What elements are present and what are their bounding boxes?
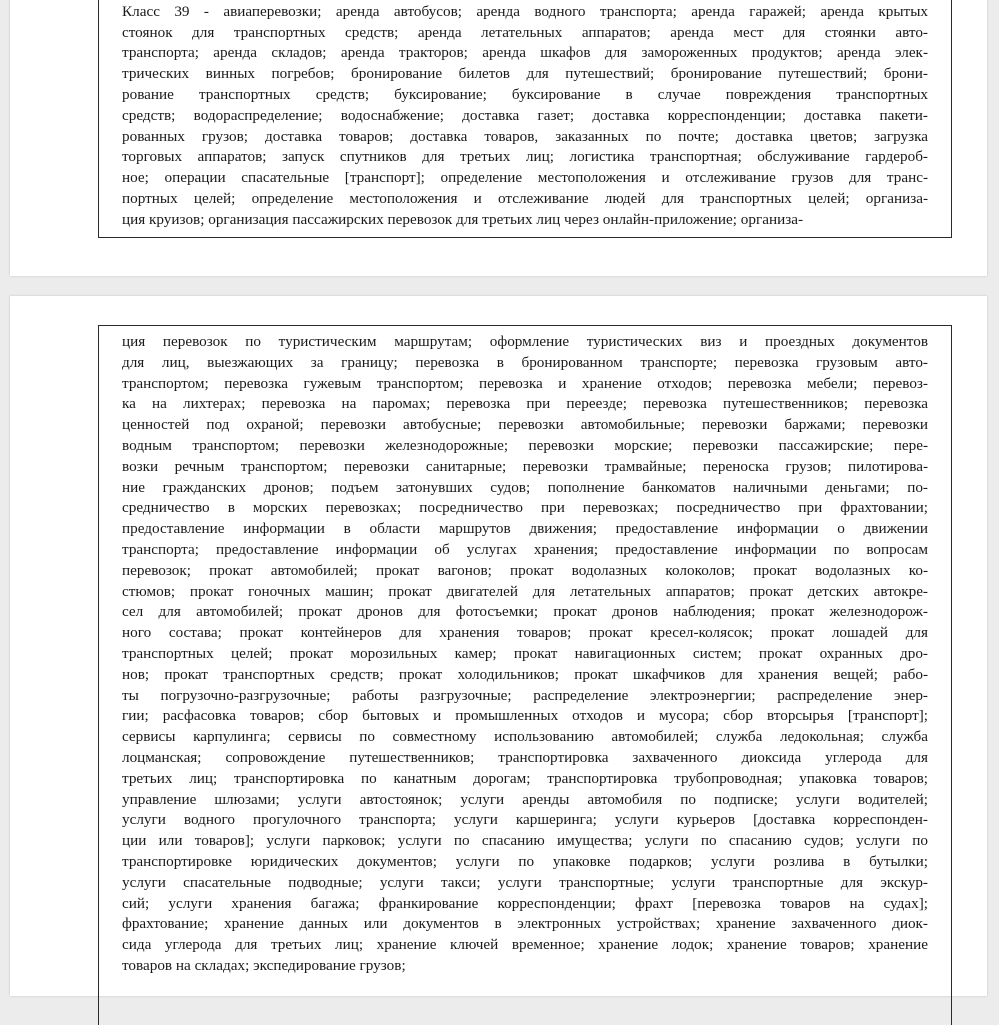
text-line: управление шлюзами; услуги автостоянок; услуги аренды автомобиля по подписке; услуги водителей; <box>122 790 928 808</box>
text-line: средств; водораспределение; водоснабжение; доставка газет; доставка корреспонденции; доставка пакети- <box>122 106 928 124</box>
text-line: третьих лиц; транспортировка по канатным дорогам; транспортировка трубопроводная; упаковка товаров; <box>122 769 928 787</box>
text-line: трических винных погребов; бронирование билетов для путешествий; бронирование путешествий; брони- <box>122 65 928 83</box>
text-line: ценностей под охраной; перевозки автобусные; перевозки автомобильные; перевозки баржами; перевозки <box>122 416 928 434</box>
text-line: возки речным транспортом; перевозки санитарные; перевозки трамвайные; переноска грузов; пилотирова- <box>122 457 928 475</box>
text-line: рование транспортных средств; буксирование; буксирование в случае повреждения транспортных <box>122 85 928 103</box>
text-line: транспорта; предоставление информации об услугах хранения; предоставление информации по вопросам <box>122 540 928 558</box>
text-line: фрахтование; хранение данных или документов в электронных устройствах; хранение захваченного диок- <box>122 915 928 933</box>
text-line: услуги водного прогулочного транспорта; услуги каршеринга; услуги курьеров [доставка корреспонден- <box>122 811 928 829</box>
document-page-bottom <box>10 296 987 996</box>
text-line: гии; расфасовка товаров; сбор бытовых и промышленных отходов и мусора; сбор вторсырья [транспорт]; <box>122 707 928 725</box>
text-line: ного состава; прокат контейнеров для хранения товаров; прокат кресел-колясок; прокат лошадей для <box>122 624 928 642</box>
text-frame-bottom <box>98 325 952 1025</box>
text-line: транспортом; перевозка гужевым транспортом; перевозка и хранение отходов; перевозка мебели; перевоз- <box>122 374 928 392</box>
text-line: ние гражданских дронов; подъем затонувших судов; пополнение банкоматов наличными деньгами; по- <box>122 478 928 496</box>
text-line: сел для автомобилей; прокат дронов для фотосъемки; прокат дронов наблюдения; прокат железнодорож- <box>122 603 928 621</box>
text-line: услуги спасательные подводные; услуги такси; услуги транспортные; услуги транспортные для экскур- <box>122 873 928 891</box>
text-block-bottom <box>122 332 928 977</box>
text-line: транспортировке юридических документов; услуги по упаковке подарков; услуги розлива в бутылки; <box>122 852 928 870</box>
text-line: перевозок; прокат автомобилей; прокат вагонов; прокат водолазных колоколов; прокат водолазных ко- <box>122 561 928 579</box>
text-line: транспортных целей; прокат морозильных камер; прокат навигационных систем; прокат охранных дро- <box>122 644 928 662</box>
text-line: предоставление информации в области маршрутов движения; предоставление информации о движении <box>122 520 928 538</box>
text-line: ции или товаров]; услуги парковок; услуги по спасанию имущества; услуги по спасанию судов; услуги по <box>122 832 928 850</box>
text-line: ция перевозок по туристическим маршрутам; оформление туристических виз и проездных документов <box>122 333 928 350</box>
text-line: стюмов; прокат гоночных машин; прокат двигателей для летательных аппаратов; прокат детских автокре- <box>122 582 928 600</box>
text-line: стоянок для транспортных средств; аренда летательных аппаратов; аренда мест для стоянки авто- <box>122 23 928 41</box>
text-frame-top <box>98 0 952 238</box>
text-line: для лиц, выезжающих за границу; перевозка в бронированном транспорте; перевозка грузовым авто- <box>122 353 928 371</box>
text-line: рованных грузов; доставка товаров; доставка товаров, заказанных по почте; доставка цветов; загрузка <box>122 127 928 145</box>
text-block-top <box>122 0 928 231</box>
text-line: сида углерода для третьих лиц; хранение ключей временное; хранение лодок; хранение товаров; хранение <box>122 936 928 954</box>
text-line: товаров на складах; экспедирование грузов; <box>122 956 406 974</box>
text-line: водным транспортом; перевозки железнодорожные; перевозки морские; перевозки пассажирские; пере- <box>122 436 928 454</box>
text-line: лоцманская; сопровождение путешественников; транспортировка захваченного диоксида углерода для <box>122 748 928 766</box>
text-line: нов; прокат транспортных средств; прокат холодильников; прокат шкафчиков для хранения вещей; рабо- <box>122 665 928 683</box>
text-line: портных целей; определение местоположения и отслеживание людей для транспортных целей; организа- <box>122 189 928 207</box>
text-line: ка на лихтерах; перевозка на паромах; перевозка при переезде; перевозка путешественников; перевозка <box>122 395 928 413</box>
text-line: Класс 39 - авиаперевозки; аренда автобусов; аренда водного транспорта; аренда гаражей; аренда крытых <box>122 2 928 20</box>
text-line: ты погрузочно-разгрузочные; работы разгрузочные; распределение электроэнергии; распределение энер- <box>122 686 928 704</box>
document-page-top <box>10 0 987 276</box>
text-line: сервисы карпулинга; сервисы по совместному использованию автомобилей; служба ледокольная; служба <box>122 728 928 746</box>
text-line: ное; операции спасательные [транспорт]; определение местоположения и отслеживание грузов для транс- <box>122 169 928 187</box>
text-line: транспорта; аренда складов; аренда тракторов; аренда шкафов для замороженных продуктов; аренда элек- <box>122 44 928 62</box>
text-line: средничество в морских перевозках; посредничество при перевозках; посредничество при фрахтовании; <box>122 499 928 517</box>
text-line: ция круизов; организация пассажирских перевозок для третьих лиц через онлайн-приложение; организа- <box>122 210 803 228</box>
text-line: сий; услуги хранения багажа; франкирование корреспонденции; фрахт [перевозка товаров на судах]; <box>122 894 928 912</box>
text-line: торговых аппаратов; запуск спутников для третьих лиц; логистика транспортная; обслуживание гардероб- <box>122 148 928 166</box>
